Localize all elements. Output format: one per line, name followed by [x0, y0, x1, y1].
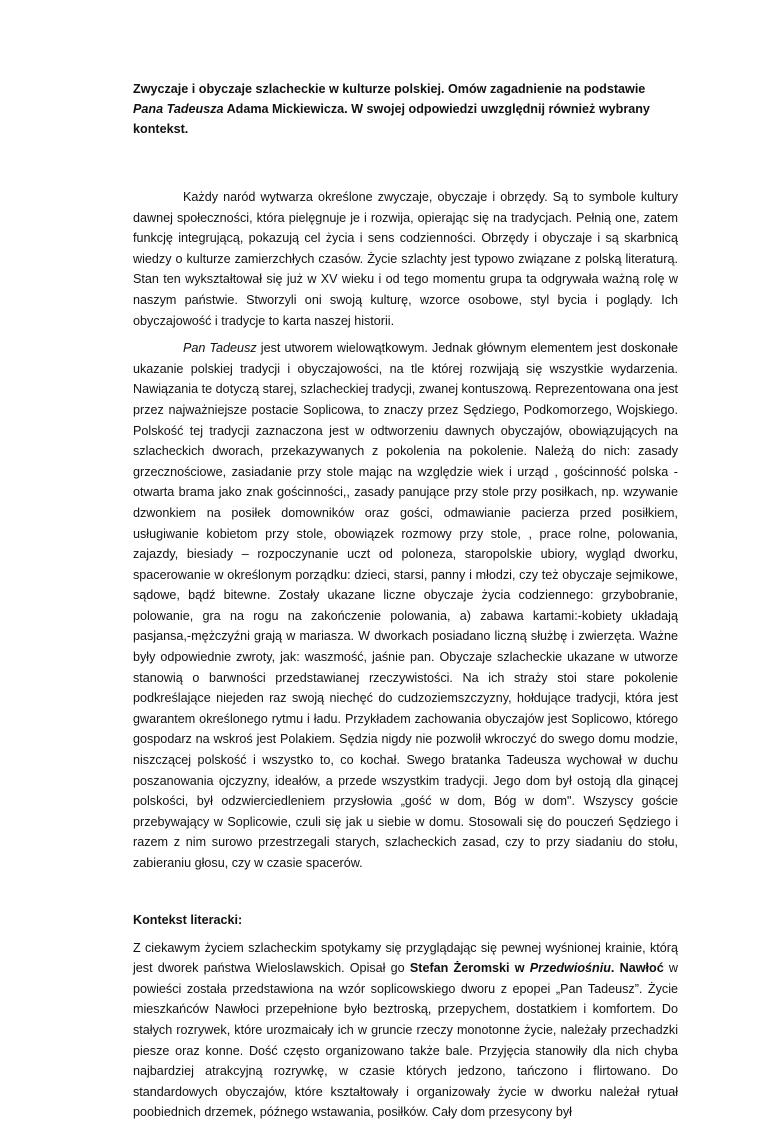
title-italic-work: Pana Tadeusza [133, 102, 224, 116]
context-heading: Kontekst literacki: [133, 912, 243, 927]
paragraph-pan-tadeusz [133, 338, 678, 873]
context-text-1: Z ciekawym życiem szlacheckim spotykamy się przyglądając się pewnej wyśnionej krainie, którą jest dworek państwa Wieloslawskich. Opisał go [133, 940, 678, 976]
paragraph-context [133, 938, 678, 1123]
essay-title [133, 79, 678, 139]
context-text-2: w powieści została przedstawiona na wzór soplicowskiego dworu z epopei „Pan Tadeusz”. Życie mieszkańców Nawłoci przepełnione było beztroską, przepychem, dostatkiem i komfortem. Do stałych rozrywek, które urozmaicały ich w gruncie rzeczy monotonne życie, należały przechadzki piesze oraz konne. Dość często organizowano także bale. Przyjęcia stanowiły dla nich chyba najbardziej atrakcyjną rozrywkę, w czasie których jedzono, tańczono i flirtowano. Do standardowych obyczajów, które kształtowały i organizowały życie w dworku należał rytuał poobiednich drzemek, późnego wstawania, posiłków. Cały dom przesycony był [133, 961, 679, 1120]
novel-title-bold-italic: Przedwiośniu [529, 961, 611, 976]
title-text-1: Zwyczaje i obyczaje szlacheckie w kulturze polskiej. Omów zagadnienie na podstawie [133, 82, 646, 96]
place-name-bold: . Nawłoć [610, 961, 664, 976]
work-title-italic: Pan Tadeusz [183, 341, 257, 356]
author-name-bold: Stefan Żeromski w [409, 961, 530, 976]
paragraph-intro: Każdy naród wytwarza określone zwyczaje, obyczaje i obrzędy. Są to symbole kultury dawnej społeczności, która pielęgnuje je i rozwija, opierając się na tradycjach. Pełnią one, zatem funkcję integrującą, pokazują cel życia i sens codzienności. Obrzędy i obyczaje i są skarbnicą wiedzy o kulturze zamierzchłych czasów. Życie szlachty jest typowo związane z polską literaturą. Stan ten wykształtował się już w XV wieku i od tego momentu grupa ta odgrywała ważną rolę w naszym państwie. Stworzyli oni swoją kulturę, wzorce osobowe, styl bycia i poglądy. Ich obyczajowość i tradycje to karta naszej historii. [133, 190, 678, 328]
title-text-2: Adama Mickiewicza. W swojej odpowiedzi uwzględnij również wybrany kontekst. [133, 102, 650, 136]
paragraph-pan-tadeusz-text: jest utworem wielowątkowym. Jednak głównym elementem jest doskonałe ukazanie polskiej tradycji i obyczajowości, na tle której rozwijają się wszystkie wydarzenia. Nawiązania te dotyczą starej, szlacheckiej tradycji, zwanej kontuszową. Reprezentowana ona jest przez najważniejsze postacie Soplicowa, to znaczy przez Sędziego, Podkomorzego, Wojskiego. Polskość tej tradycji zaznaczona jest w odtworzeniu dawnych obyczajów, obowiązujących na szlacheckich dworach, przekazywanych z pokolenia na pokolenie. Należą do nich: zasady grzecznościowe, zasiadanie przy stole mając na względzie wiek i urząd , gościnność polska - otwarta brama jako znak gościnności,, zasady panujące przy stole przy posiłkach, np. wzywanie dzwonkiem na posiłek domowników oraz gości, odmawianie pacierza przed posiłkiem, usługiwanie kobietom przy stole, obowiązek rozmowy przy stole, , prace rolne, polowania, zajazdy, biesiady – rozpoczynanie uczt od poloneza, staropolskie ubiory, wygląd dworku, spacerowanie w określonym porządku: dzieci, starsi, panny i młodzi, czy też obyczaje sejmikowe, sądowe, bądź bitewne. Zostały ukazane liczne obyczaje życia codziennego: grzybobranie, polowanie, gra na rogu na zakończenie polowania, a) zabawa kartami:-kobiety układają pasjansa,-mężczyźni grają w mariasza. W dworkach posiadano liczną służbę i zwierzęta. Ważne były odpowiednie zwroty, jak: waszmość, jaśnie pan. Obyczaje szlacheckie ukazane w utworze stanowią o barwności przedstawianej rzeczywistości. Na ich straży stoi stare pokolenie podkreślające niejeden raz swoją niechęć do cudzoziemszczyzny, hołdujące tradycji, która jest gwarantem określonego rytmu i ładu. Przykładem zachowania obyczajów jest Soplicowo, którego gospodarz na wskroś jest Polakiem. Sędzia nigdy nie pozwolił wkroczyć do swego domu modzie, niszczącej polskość i wszystko to, co kochał. Swego bratanka Tadeusza wychował w duchu poszanowania ojczyzny, ideałów, a przede wszystkim tradycji. Jego dom był ostoją dla ginącej polskości, był odzwierciedleniem przysłowia „gość w dom, Bóg w dom". Wszyscy goście przebywający w Soplicowie, czuli się jak u siebie w domu. Stosowali się do pouczeń Sędziego i razem z nim surowo przestrzegali starych, szlacheckich zasad, czy to przy siadaniu do stołu, zabieraniu głosu, czy w czasie spacerów. [133, 341, 678, 870]
